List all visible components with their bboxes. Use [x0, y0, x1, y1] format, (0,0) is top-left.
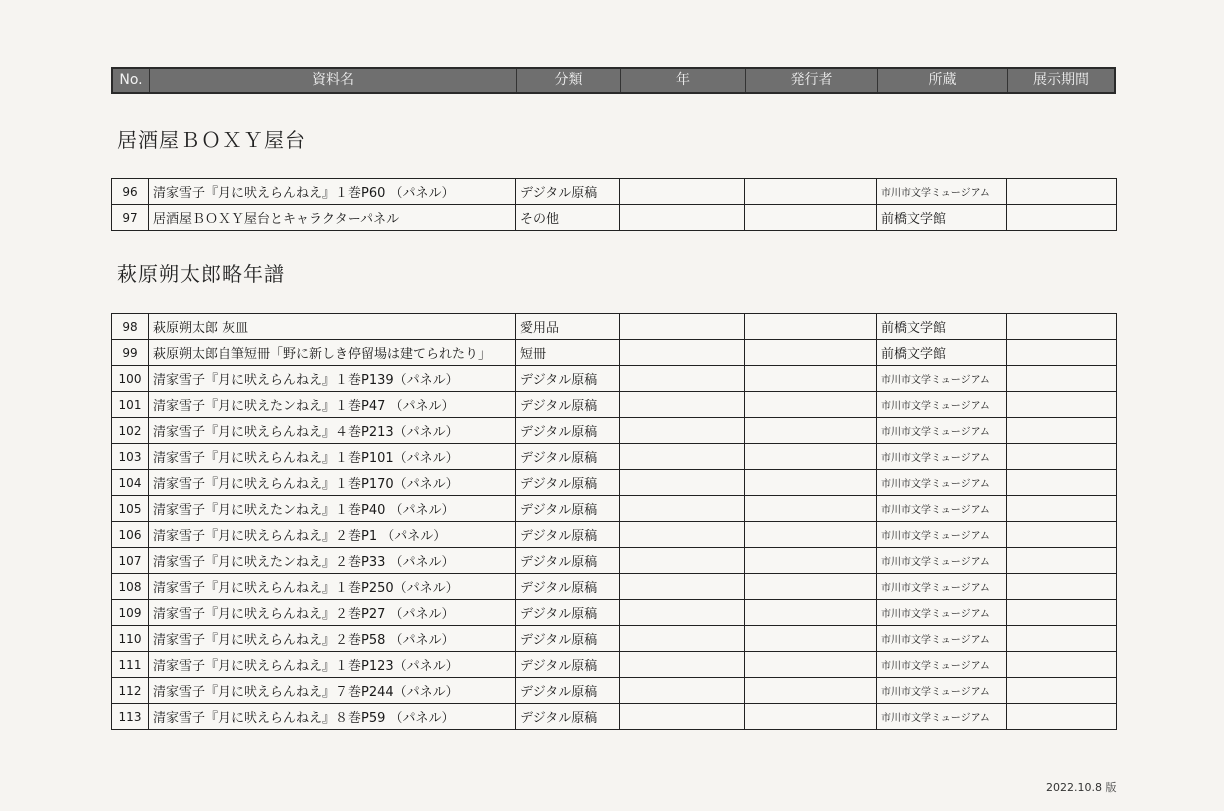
header-period: 展示期間 [1033, 72, 1089, 88]
table-row [112, 314, 1117, 340]
item-period [1007, 470, 1117, 496]
item-owner: 市川市文学ミュージアム [877, 600, 1007, 626]
item-year [620, 205, 745, 231]
version-label: 2022.10.8 版 [1046, 781, 1117, 794]
item-period [1007, 600, 1117, 626]
item-category: デジタル原稿 [516, 366, 620, 392]
item-owner: 市川市文学ミュージアム [877, 678, 1007, 704]
item-publisher [745, 522, 877, 548]
item-year [620, 574, 745, 600]
item-year [620, 548, 745, 574]
item-owner: 前橋文学館 [877, 205, 1007, 231]
item-period [1007, 392, 1117, 418]
item-category: 愛用品 [516, 314, 620, 340]
row-number: 111 [112, 652, 149, 678]
item-owner: 市川市文学ミュージアム [877, 470, 1007, 496]
item-owner: 市川市文学ミュージアム [877, 496, 1007, 522]
item-period [1007, 678, 1117, 704]
item-year [620, 652, 745, 678]
item-period [1007, 652, 1117, 678]
item-year [620, 179, 745, 205]
item-year [620, 314, 745, 340]
item-category: デジタル原稿 [516, 704, 620, 730]
item-year [620, 444, 745, 470]
table-row [112, 340, 1117, 366]
table-row [112, 626, 1117, 652]
row-number: 96 [112, 179, 149, 205]
item-name: 清家雪子『月に吠えらんねえ』８巻P59 （パネル） [149, 704, 516, 730]
item-period [1007, 366, 1117, 392]
item-name: 清家雪子『月に吠えたンねえ』２巻P33 （パネル） [149, 548, 516, 574]
item-name: 清家雪子『月に吠えたンねえ』１巻P47 （パネル） [149, 392, 516, 418]
item-publisher [745, 574, 877, 600]
item-category: デジタル原稿 [516, 626, 620, 652]
item-publisher [745, 470, 877, 496]
item-publisher [745, 548, 877, 574]
item-name: 萩原朔太郎自筆短冊「野に新しき停留場は建てられたり」 [149, 340, 516, 366]
item-period [1007, 179, 1117, 205]
item-publisher [745, 179, 877, 205]
item-category: デジタル原稿 [516, 444, 620, 470]
item-owner: 市川市文学ミュージアム [877, 366, 1007, 392]
item-publisher [745, 418, 877, 444]
section-table [111, 313, 1117, 730]
item-name: 萩原朔太郎 灰皿 [149, 314, 516, 340]
item-publisher [745, 392, 877, 418]
item-name: 清家雪子『月に吠えらんねえ』４巻P213（パネル） [149, 418, 516, 444]
item-owner: 前橋文学館 [877, 340, 1007, 366]
item-owner: 前橋文学館 [877, 314, 1007, 340]
header-name: 資料名 [150, 69, 517, 92]
item-period [1007, 340, 1117, 366]
item-owner: 市川市文学ミュージアム [877, 704, 1007, 730]
item-name: 清家雪子『月に吠えらんねえ』１巻P170（パネル） [149, 470, 516, 496]
item-year [620, 626, 745, 652]
item-category: デジタル原稿 [516, 574, 620, 600]
item-name: 清家雪子『月に吠えらんねえ』１巻P139（パネル） [149, 366, 516, 392]
header-year: 年 [621, 69, 746, 92]
item-category: デジタル原稿 [516, 652, 620, 678]
section-table [111, 178, 1117, 231]
item-owner: 市川市文学ミュージアム [877, 418, 1007, 444]
item-year [620, 392, 745, 418]
item-publisher [745, 652, 877, 678]
item-category: デジタル原稿 [516, 418, 620, 444]
item-publisher [745, 496, 877, 522]
section-title: 萩原朔太郎略年譜 [117, 262, 285, 286]
item-year [620, 418, 745, 444]
row-number: 107 [112, 548, 149, 574]
item-name: 清家雪子『月に吠えらんねえ』２巻P27 （パネル） [149, 600, 516, 626]
item-owner: 市川市文学ミュージアム [877, 574, 1007, 600]
row-number: 113 [112, 704, 149, 730]
item-name: 清家雪子『月に吠えたンねえ』１巻P40 （パネル） [149, 496, 516, 522]
item-year [620, 496, 745, 522]
row-number: 105 [112, 496, 149, 522]
item-period [1007, 522, 1117, 548]
item-category: デジタル原稿 [516, 600, 620, 626]
item-period [1007, 574, 1117, 600]
item-year [620, 678, 745, 704]
item-period [1007, 205, 1117, 231]
item-year [620, 704, 745, 730]
table-row [112, 678, 1117, 704]
item-publisher [745, 444, 877, 470]
row-number: 98 [112, 314, 149, 340]
item-year [620, 366, 745, 392]
row-number: 104 [112, 470, 149, 496]
item-category: デジタル原稿 [516, 179, 620, 205]
item-year [620, 600, 745, 626]
item-category: 短冊 [516, 340, 620, 366]
item-name: 清家雪子『月に吠えらんねえ』２巻P58 （パネル） [149, 626, 516, 652]
item-name: 清家雪子『月に吠えらんねえ』７巻P244（パネル） [149, 678, 516, 704]
item-owner: 市川市文学ミュージアム [877, 626, 1007, 652]
row-number: 99 [112, 340, 149, 366]
item-category: デジタル原稿 [516, 522, 620, 548]
item-category: デジタル原稿 [516, 548, 620, 574]
section-title: 居酒屋ＢＯＸＹ屋台 [117, 128, 306, 152]
item-period [1007, 418, 1117, 444]
item-period [1007, 704, 1117, 730]
table-header [111, 67, 1116, 94]
item-period [1007, 496, 1117, 522]
table-row [112, 418, 1117, 444]
item-owner: 市川市文学ミュージアム [877, 392, 1007, 418]
item-owner: 市川市文学ミュージアム [877, 179, 1007, 205]
table-row [112, 652, 1117, 678]
row-number: 101 [112, 392, 149, 418]
row-number: 103 [112, 444, 149, 470]
item-owner: 市川市文学ミュージアム [877, 652, 1007, 678]
item-year [620, 522, 745, 548]
table-row [112, 392, 1117, 418]
row-number: 109 [112, 600, 149, 626]
item-period [1007, 314, 1117, 340]
item-category: デジタル原稿 [516, 392, 620, 418]
row-number: 106 [112, 522, 149, 548]
row-number: 100 [112, 366, 149, 392]
item-publisher [745, 205, 877, 231]
item-category: デジタル原稿 [516, 470, 620, 496]
row-number: 97 [112, 205, 149, 231]
table-row [112, 704, 1117, 730]
item-publisher [745, 678, 877, 704]
table-row [112, 366, 1117, 392]
table-row [112, 205, 1117, 231]
table-row [112, 522, 1117, 548]
row-number: 108 [112, 574, 149, 600]
item-owner: 市川市文学ミュージアム [877, 548, 1007, 574]
header-category: 分類 [517, 69, 621, 92]
item-name: 清家雪子『月に吠えらんねえ』１巻P101（パネル） [149, 444, 516, 470]
item-category: その他 [516, 205, 620, 231]
header-publisher: 発行者 [746, 69, 878, 92]
table-row [112, 548, 1117, 574]
item-period [1007, 444, 1117, 470]
table-row [112, 600, 1117, 626]
item-name: 清家雪子『月に吠えらんねえ』１巻P123（パネル） [149, 652, 516, 678]
item-name: 清家雪子『月に吠えらんねえ』１巻P250（パネル） [149, 574, 516, 600]
item-publisher [745, 314, 877, 340]
item-publisher [745, 704, 877, 730]
item-period [1007, 548, 1117, 574]
row-number: 112 [112, 678, 149, 704]
table-row [112, 496, 1117, 522]
header-owner: 所蔵 [878, 69, 1008, 92]
row-number: 102 [112, 418, 149, 444]
item-name: 清家雪子『月に吠えらんねえ』１巻P60 （パネル） [149, 179, 516, 205]
item-name: 居酒屋ＢＯＸＹ屋台とキャラクターパネル [149, 205, 516, 231]
item-name: 清家雪子『月に吠えらんねえ』２巻P1 （パネル） [149, 522, 516, 548]
item-owner: 市川市文学ミュージアム [877, 444, 1007, 470]
item-publisher [745, 626, 877, 652]
table-row [112, 574, 1117, 600]
item-category: デジタル原稿 [516, 496, 620, 522]
item-year [620, 340, 745, 366]
item-period [1007, 626, 1117, 652]
table-row [112, 470, 1117, 496]
item-owner: 市川市文学ミュージアム [877, 522, 1007, 548]
item-publisher [745, 600, 877, 626]
item-year [620, 470, 745, 496]
item-publisher [745, 366, 877, 392]
table-row [112, 444, 1117, 470]
item-publisher [745, 340, 877, 366]
item-category: デジタル原稿 [516, 678, 620, 704]
header-no: No. [113, 69, 150, 92]
table-row [112, 179, 1117, 205]
row-number: 110 [112, 626, 149, 652]
